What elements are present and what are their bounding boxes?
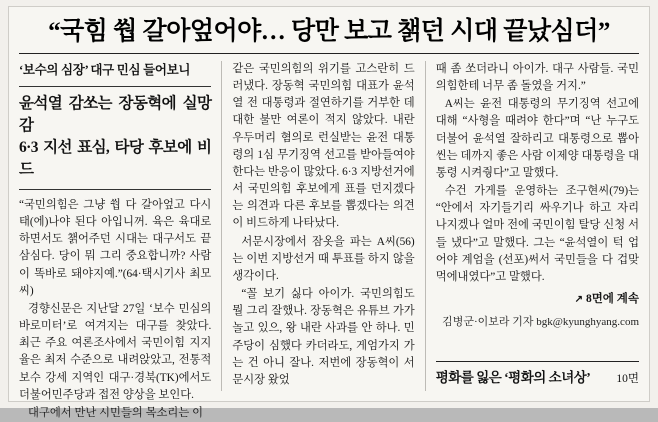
article-columns	[19, 61, 639, 419]
paragraph: A씨는 윤전 대통령의 무기징역 선고에 대해 “사형을 때려야 한다”며 “난 누구도 더불어 윤석열 잘하리고 대통령으로 뽑아씬는 데까지 좋은 사람 이제양 대통령을 대통령 시켜줭다”고 말했다.	[435, 98, 639, 179]
paragraph: 대구에서 만난 시민들의 목소리는 이	[28, 406, 203, 419]
paragraph: 경향신문은 지난달 27일 ‘보수 민심의 바로미터’로 여겨지는 대구를 찾았다. 최근 주요 여론조사에서 국민이힘 지지율은 최저 수준으로 내려앉았고, 전통적 보수 강세 지역인 대구·경북(TK)에서도 더불어민주당과 접전 양상을 보인다.	[19, 302, 212, 401]
paragraph: 서문시장에서 잠옷을 파는 A씨(56)는 이번 지방선거 때 투표를 하지 않을 생각이다.	[232, 235, 415, 282]
article-kicker: ‘보수의 심장’ 대구 민심 들어보니	[19, 63, 191, 77]
paragraph: 같은 국민의힘의 위기를 고스란히 드러냈다. 장동혁 국민의힘 대표가 윤석열 전 대통령과 절연하기를 거부한 데 대한 불만 여론이 적지 않았다. 내란 우두머리 혐의로 런실받는 윤전 대통령의 1심 무기징역 선고를 받아들여야 한다는 반응이 많았다. 6·3 지방선거에서 국민의힘 후보에게 표를 던지겠다는 의견과 다른 후보를 뽑겠다는 의견이 비드하게 나타났다.	[232, 63, 415, 230]
paragraph: “국민의힘은 그냥 쒑 다 갈아엎고 다시 태(에)나야 된다 아입니꺼. 육은 육대로 하면서도 챍어주던 시대는 대구서도 끝삼심다. 당이 뭐 그리 중요합니까? 사람이 똑바로 돼야지예.”(64·택시기사 최모씨)	[19, 199, 212, 297]
headline-divider	[19, 53, 639, 54]
arrow-icon: ↗	[574, 294, 584, 306]
paragraph: “꼴 보기 싫다 아이가. 국민의힘도 뭘 그리 잘했나. 장동혁은 유튜브 가가 놀고 있으, 왕 내란 사과를 안 하나. 민주당이 심했다 카더라도, 게엄가지 가는 건 아니 잘나. 저번에 장동혁이 서문시장 왔었	[232, 288, 415, 386]
teaser-title: 평화를 잃은 ‘평화의 소녀상’	[435, 370, 591, 386]
page-title: “국힘 쒑 갈아엎어야… 당만 보고 챍던 시대 끝났심더”	[48, 18, 610, 45]
column-three-body	[436, 61, 639, 329]
subheadline-line-2: 6·3 지선 표심, 타당 후보에 비드	[19, 139, 212, 178]
related-teaser[interactable]	[436, 361, 639, 389]
paragraph: 수건 가게를 운영하는 조구현씨(79)는 “안에서 자기들기리 싸우기나 하고 자리 나지겠나 얼마 전에 국민이힘 탈당 신청 서들 냈다”고 말했다. 그는 “윤석열이 턱 업어야 계엄을 (선포)써서 국민들을 다 겁맞먹에내였다”고 말했다.	[435, 185, 639, 283]
article-subheadline	[19, 93, 211, 181]
paragraph: 때 좀 쏘더라니 아이가. 대구 사람들. 국민의힘한테 너무 좀 돌였을 거지.”	[435, 63, 639, 93]
column-three	[426, 61, 639, 391]
article-sheet	[8, 6, 650, 419]
subheadline-line-1: 윤석열 감쏘는 장동혁에 실망감	[19, 95, 212, 134]
byline: 김병군·이보라 기자 bgk@kyunghyang.com	[442, 315, 639, 328]
teaser-page-number: 10면	[616, 373, 639, 386]
column-two	[222, 61, 425, 391]
subheadline-divider	[19, 189, 211, 190]
column-one	[19, 61, 222, 419]
continuation-label: 8면에 계속	[585, 293, 639, 306]
continuation-note	[436, 291, 639, 308]
kicker-divider	[19, 86, 211, 87]
